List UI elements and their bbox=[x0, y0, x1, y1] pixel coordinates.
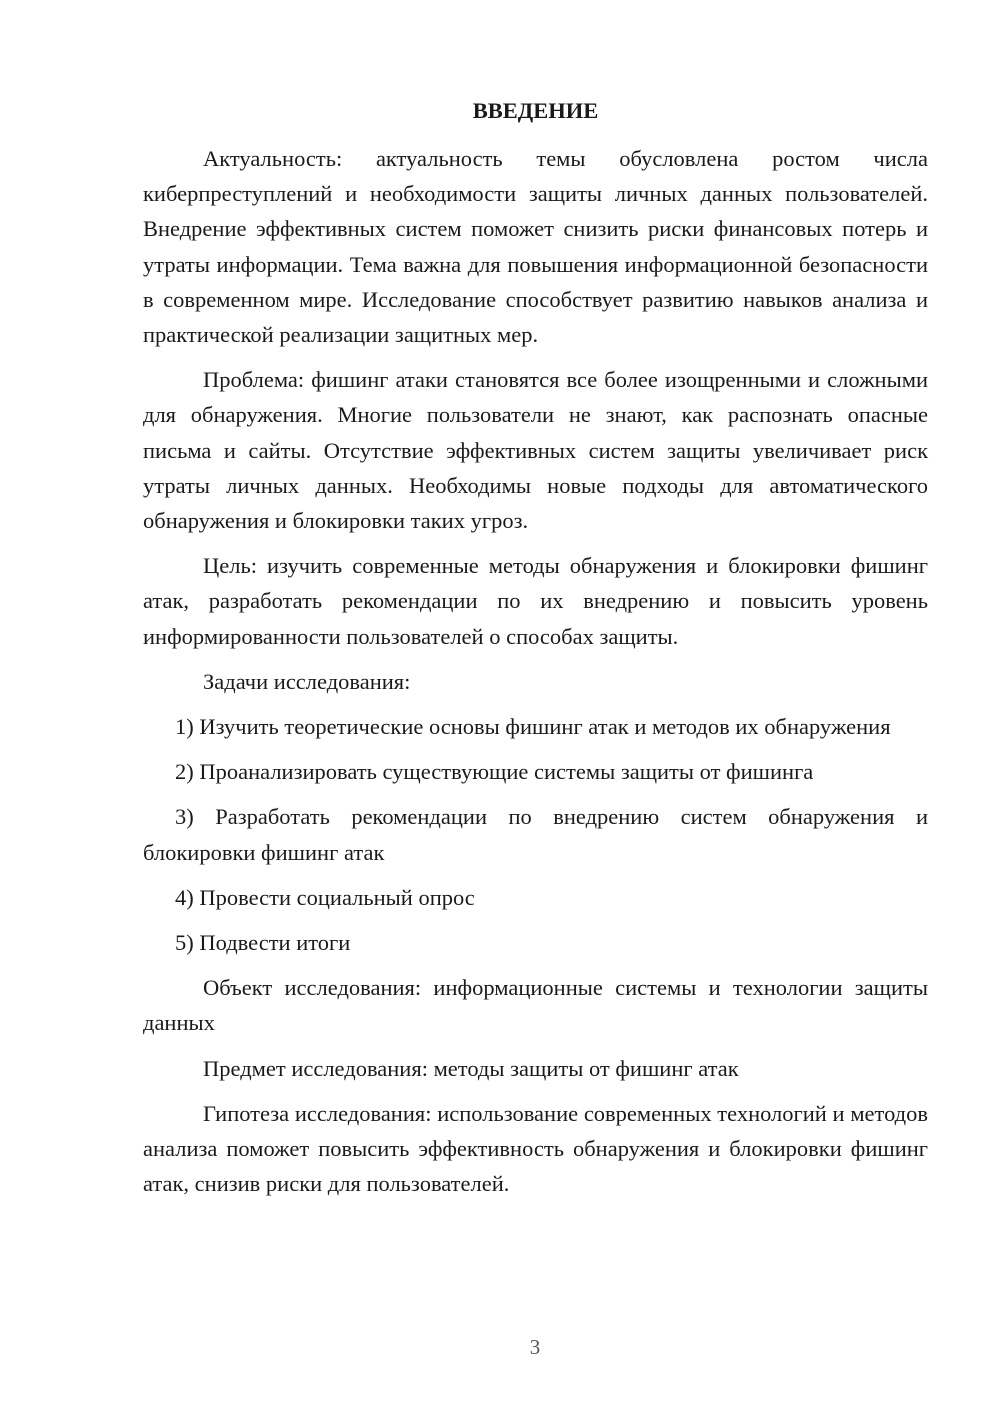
document-body bbox=[143, 141, 928, 1211]
hypothesis-paragraph: Гипотеза исследования: использование современных технологий и методов анализа поможет повысить эффективность обнаружения и блокировки фишинг атак, снизив риски для пользователей. bbox=[143, 1100, 928, 1197]
task-item-1: 1) Изучить теоретические основы фишинг атак и методов их обнаружения bbox=[175, 714, 891, 740]
problem-paragraph: Проблема: фишинг атаки становятся все более изощренными и сложными для обнаружения. Многие пользователи не знают, как распознать опасные письма и сайты. Отсутствие эффективных систем защиты увеличивает риск утраты личных данных. Необходимы новые подходы для автоматического обнаружения и блокировки таких угроз. bbox=[143, 367, 928, 534]
subject-paragraph: Предмет исследования: методы защиты от фишинг атак bbox=[203, 1055, 739, 1081]
goal-paragraph: Цель: изучить современные методы обнаружения и блокировки фишинг атак, разработать рекомендации по их внедрению и повысить уровень информированности пользователей о способах защиты. bbox=[143, 553, 928, 649]
task-item-4: 4) Провести социальный опрос bbox=[175, 884, 475, 910]
page-title: ВВЕДЕНИЕ bbox=[472, 98, 599, 123]
task-item-3: 3) Разработать рекомендации по внедрению систем обнаружения и блокировки фишинг атак bbox=[143, 804, 928, 865]
tasks-heading: Задачи исследования: bbox=[203, 668, 411, 694]
task-item-2: 2) Проанализировать существующие системы защиты от фишинга bbox=[175, 759, 814, 785]
page-number: 3 bbox=[529, 1335, 541, 1359]
object-paragraph: Объект исследования: информационные системы и технологии защиты данных bbox=[143, 975, 928, 1036]
task-item-5: 5) Подвести итоги bbox=[175, 930, 351, 956]
relevance-paragraph: Актуальность: актуальность темы обусловлена ростом числа киберпреступлений и необходимости защиты личных данных пользователей. Внедрение эффективных систем поможет снизить риски финансовых потерь и утраты информации. Тема важна для повышения информационной безопасности в современном мире. Исследование способствует развитию навыков анализа и практической реализации защитных мер. bbox=[143, 146, 928, 348]
